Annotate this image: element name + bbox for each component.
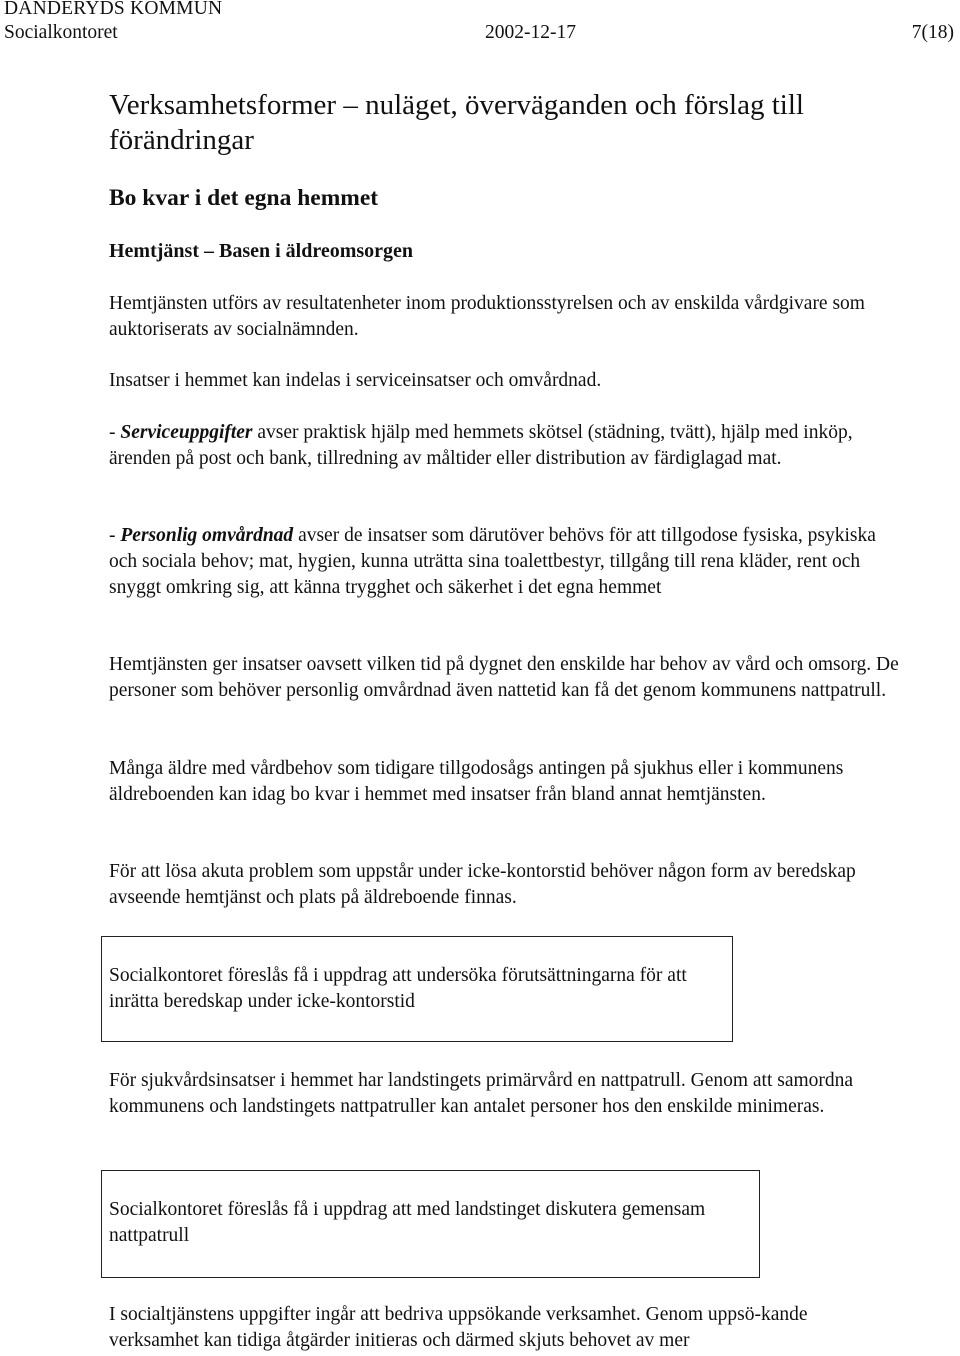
- term-personlig-omvardnad: Personlig omvårdnad: [120, 525, 294, 546]
- proposal-box-beredskap: [101, 936, 733, 1042]
- paragraph-akuta-problem: För att lösa akuta problem som uppstår under icke-kontorstid behöver någon form av beredskap avseende hemtjänst och plats på äldreboende finnas.: [109, 861, 856, 908]
- list-dash: -: [109, 525, 121, 546]
- list-dash: -: [109, 422, 121, 443]
- paragraph-personlig-omvardnad: [109, 523, 899, 600]
- page-title: Verksamhetsformer – nuläget, överväganden och förslag till förändringar: [109, 89, 804, 156]
- organization-name: DANDERYDS KOMMUN: [4, 0, 223, 19]
- paragraph-aldre-vardbehov: Många äldre med vårdbehov som tidigare tillgodosågs antingen på sjukhus eller i kommunens äldreboenden kan idag bo kvar i hemmet med insatser från bland annat hemtjänsten.: [109, 758, 844, 805]
- proposal-text-beredskap: Socialkontoret föreslås få i uppdrag att undersöka förutsättningarna för att inrätta beredskap under icke-kontorstid: [109, 965, 687, 1012]
- department-name: Socialkontoret: [4, 22, 118, 43]
- page-number: 7(18): [911, 22, 954, 43]
- paragraph-dygnet-runt: Hemtjänsten ger insatser oavsett vilken tid på dygnet den enskilde har behov av vård och omsorg. De personer som behöver personlig omvårdnad även nattetid kan få det genom kommunens nattpatrull.: [109, 654, 899, 701]
- paragraph-uppsokande-verksamhet: I socialtjänstens uppgifter ingår att bedriva uppsökande verksamhet. Genom uppsö-kande verksamhet kan tidiga åtgärder initieras och därmed skjuts behovet av mer: [109, 1304, 808, 1351]
- paragraph-insatser-indelning: Insatser i hemmet kan indelas i serviceinsatser och omvårdnad.: [109, 370, 602, 391]
- serviceuppgifter-text: avser praktisk hjälp med hemmets skötsel (städning, tvätt), hjälp med inköp, ärenden på post och bank, tillredning av måltider eller distribution av färdiglagad mat.: [109, 422, 853, 469]
- term-serviceuppgifter: Serviceuppgifter: [120, 422, 253, 443]
- section-heading: Bo kvar i det egna hemmet: [109, 185, 379, 211]
- paragraph-serviceuppgifter: [109, 420, 899, 472]
- subsection-heading: Hemtjänst – Basen i äldreomsorgen: [109, 240, 414, 262]
- paragraph-hemtjanst-utfors: Hemtjänsten utförs av resultatenheter inom produktionsstyrelsen och av enskilda vårdgivare som auktoriserats av socialnämnden.: [109, 293, 865, 340]
- proposal-box-nattpatrull: [101, 1170, 760, 1278]
- proposal-text-nattpatrull: Socialkontoret föreslås få i uppdrag att med landstinget diskutera gemensam nattpatrull: [109, 1199, 706, 1246]
- paragraph-sjukvardsinsatser: För sjukvårdsinsatser i hemmet har landstingets primärvård en nattpatrull. Genom att samordna kommunens och landstingets nattpatruller kan antalet personer hos den enskilde minimeras.: [109, 1070, 854, 1117]
- document-date: 2002-12-17: [485, 22, 576, 43]
- header-row: [4, 22, 954, 44]
- personlig-omvardnad-text: avser de insatser som därutöver behövs för att tillgodose fysiska, psykiska och sociala behov; mat, hygien, kunna uträtta sina toalettbestyr, tillgång till rena kläder, rent och snyggt omkring sig, att känna trygghet och säkerhet i det egna hemmet: [109, 525, 876, 598]
